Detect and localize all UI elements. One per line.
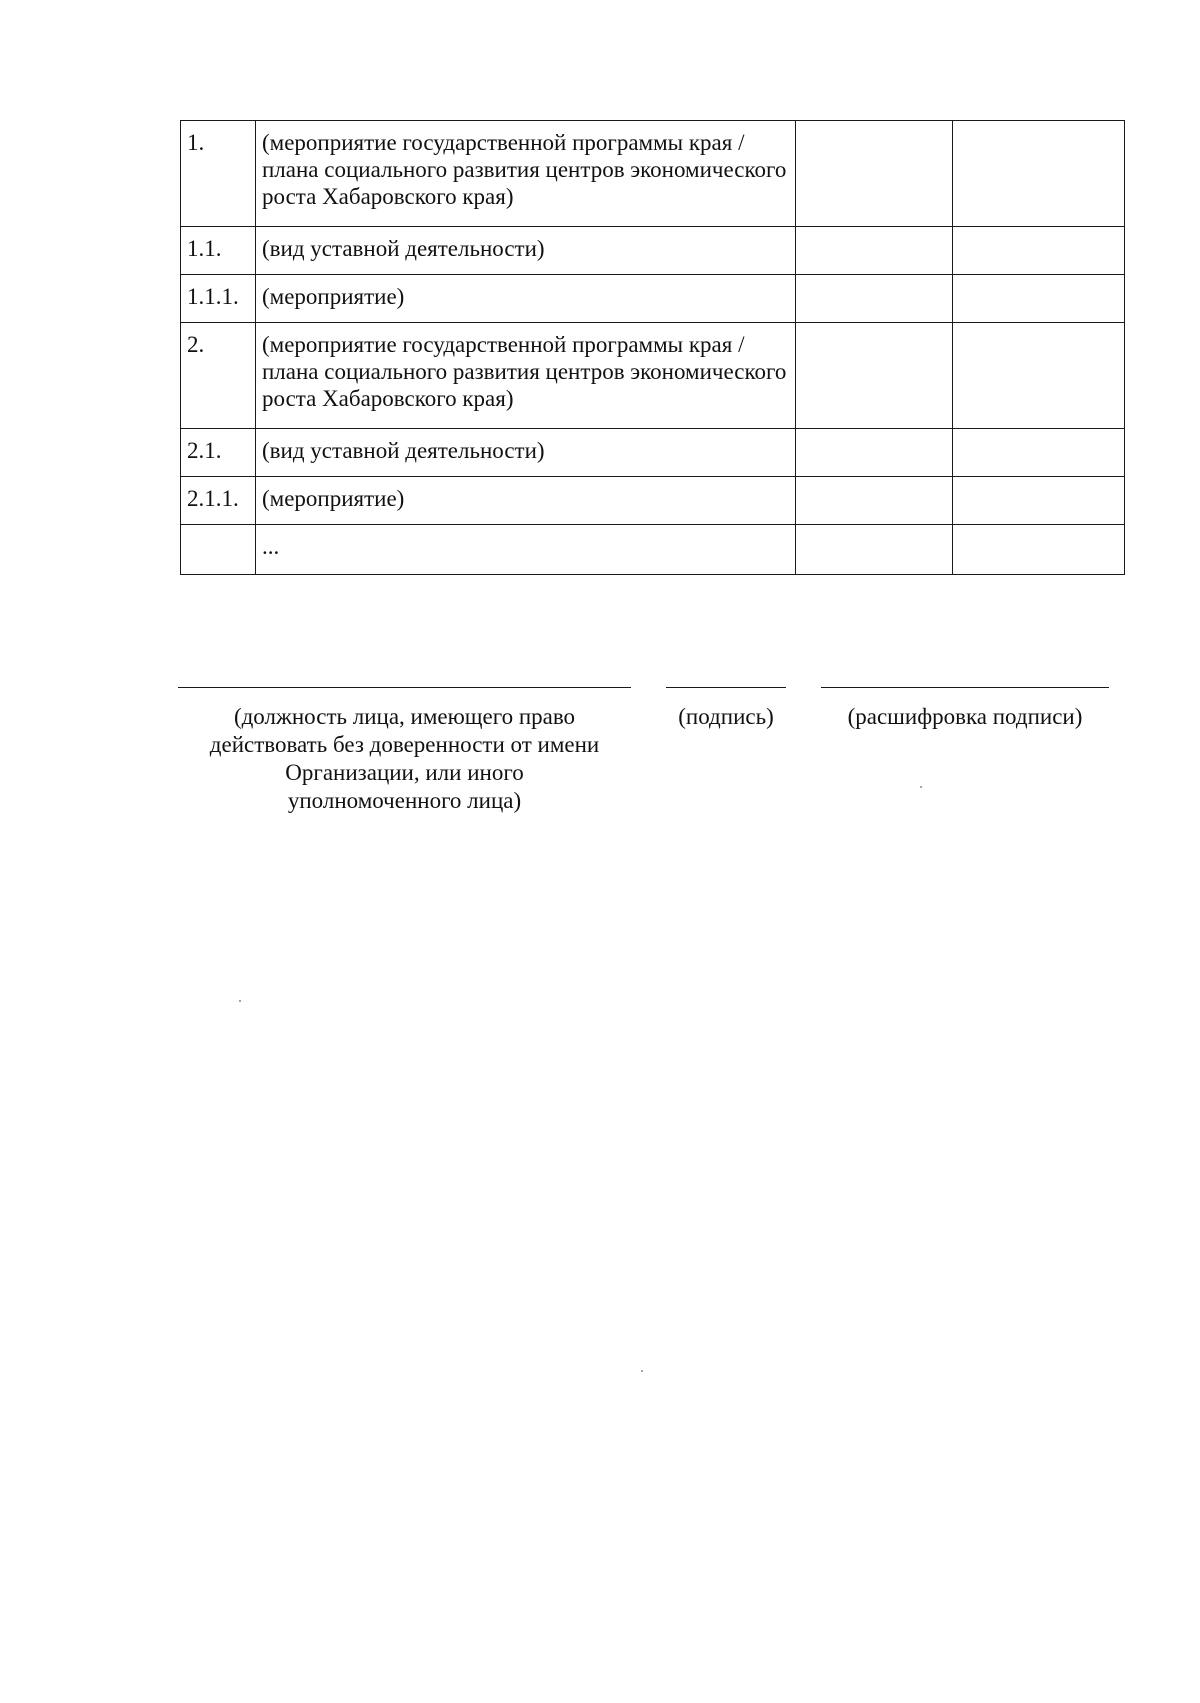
row-number — [181, 525, 256, 575]
row-name: (мероприятие) — [256, 275, 796, 323]
row-value-1 — [796, 525, 953, 575]
table-row — [181, 227, 1125, 275]
scan-speck — [239, 1000, 241, 1002]
position-caption-line: Организации, или иного — [285, 760, 524, 785]
signature-caption: (подпись) — [678, 704, 774, 729]
row-number: 2.1.1. — [181, 477, 256, 525]
row-number: 2.1. — [181, 429, 256, 477]
row-value-2 — [953, 525, 1125, 575]
row-value-1 — [796, 121, 953, 227]
position-caption-line: действовать без доверенности от имени — [209, 732, 600, 757]
row-number: 1.1. — [181, 227, 256, 275]
row-number: 1. — [181, 121, 256, 227]
table-row — [181, 323, 1125, 429]
row-value-1 — [796, 275, 953, 323]
scan-speck — [641, 1370, 643, 1372]
row-value-1 — [796, 429, 953, 477]
row-value-2 — [953, 275, 1125, 323]
table-row — [181, 525, 1125, 575]
position-signature-line — [178, 687, 631, 688]
row-value-1 — [796, 323, 953, 429]
position-caption-line: (должность лица, имеющего право — [233, 704, 576, 729]
row-name: (мероприятие государственной программы края / плана социального развития центров экономического роста Хабаровского края) — [256, 323, 796, 429]
activities-table — [180, 120, 1125, 575]
signature-line — [666, 687, 786, 688]
row-value-2 — [953, 429, 1125, 477]
row-value-2 — [953, 323, 1125, 429]
row-value-2 — [953, 227, 1125, 275]
position-caption-line: уполномоченного лица) — [287, 788, 522, 813]
table-row — [181, 275, 1125, 323]
row-name: (вид уставной деятельности) — [256, 227, 796, 275]
decoding-signature-line — [821, 687, 1109, 688]
row-name: (мероприятие государственной программы края / плана социального развития центров экономического роста Хабаровского края) — [256, 121, 796, 227]
row-name: ... — [256, 525, 796, 575]
row-number: 1.1.1. — [181, 275, 256, 323]
decoding-caption: (расшифровка подписи) — [847, 704, 1083, 729]
row-value-1 — [796, 477, 953, 525]
table-row — [181, 429, 1125, 477]
position-caption — [178, 703, 631, 815]
row-value-2 — [953, 477, 1125, 525]
row-value-1 — [796, 227, 953, 275]
activities-table-container — [180, 120, 1124, 575]
row-name: (мероприятие) — [256, 477, 796, 525]
row-value-2 — [953, 121, 1125, 227]
table-row — [181, 121, 1125, 227]
row-name: (вид уставной деятельности) — [256, 429, 796, 477]
scan-speck — [920, 786, 922, 788]
row-number: 2. — [181, 323, 256, 429]
table-row — [181, 477, 1125, 525]
